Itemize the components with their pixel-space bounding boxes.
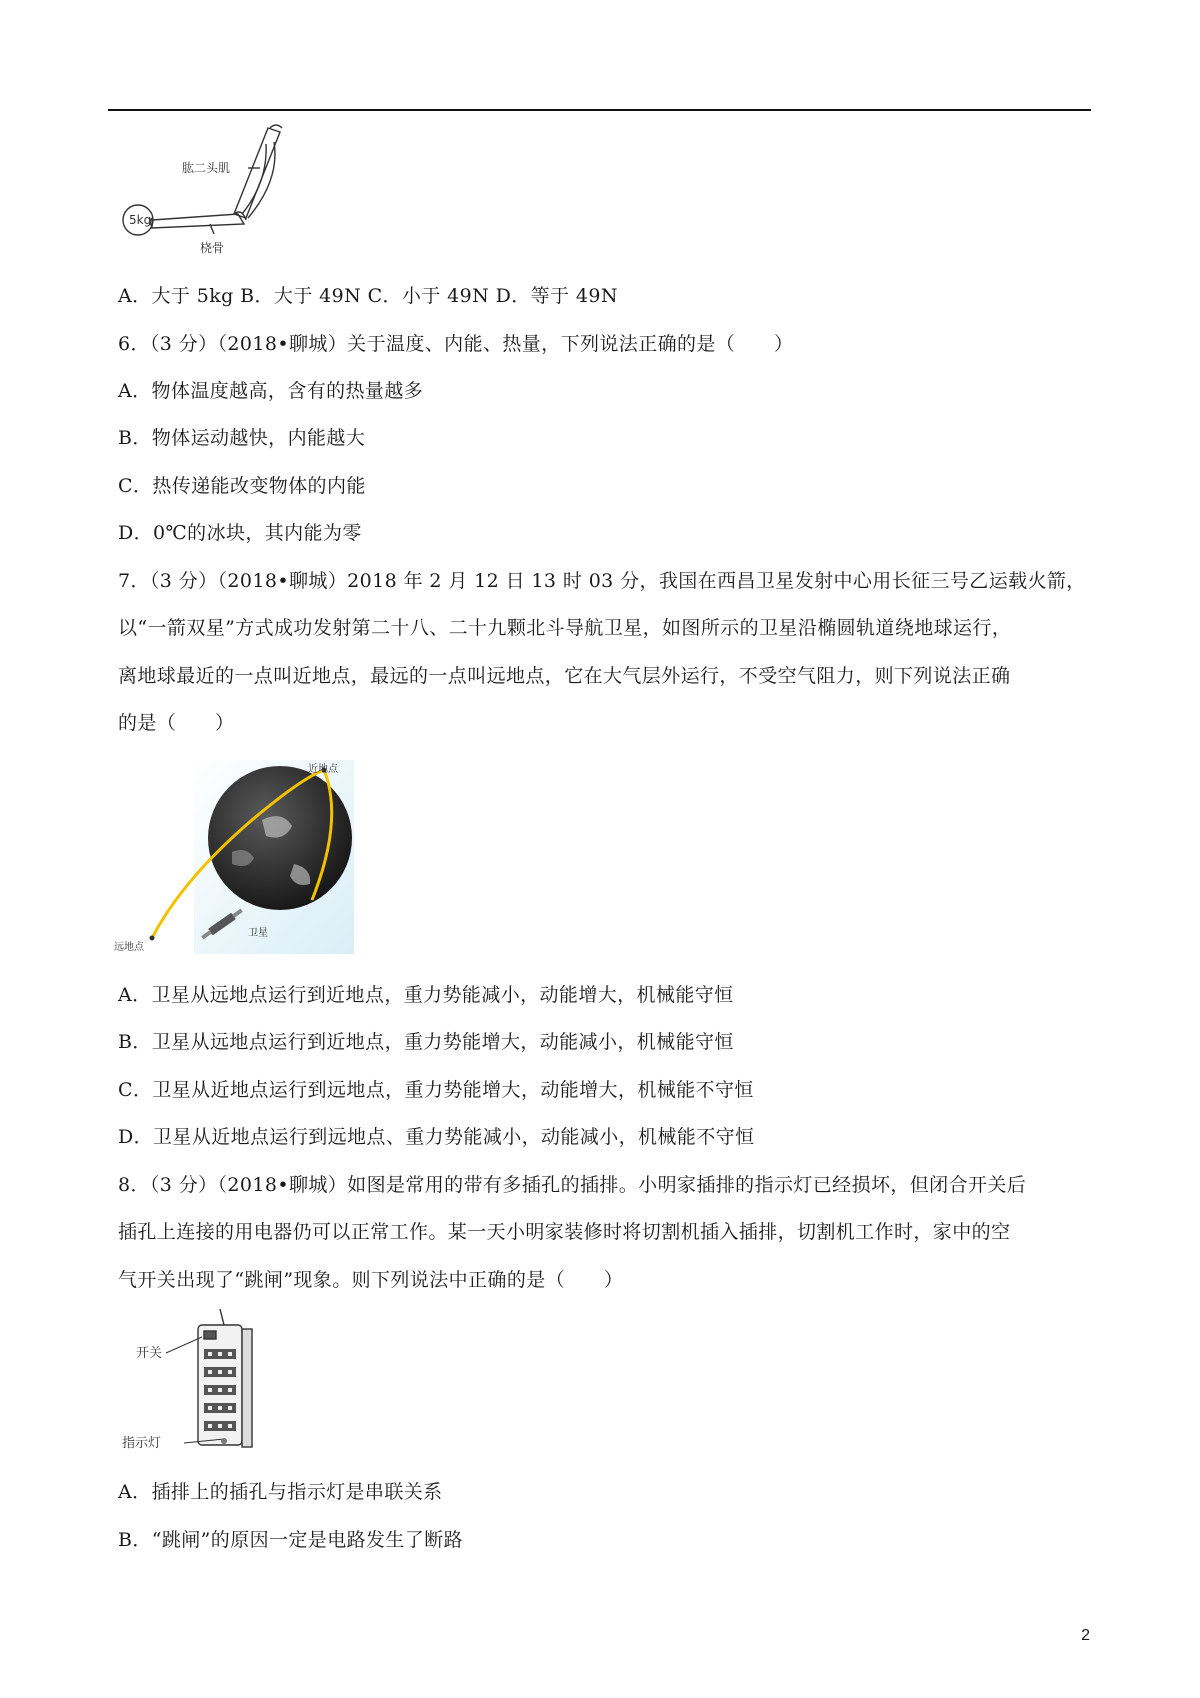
apogee-label: 远地点 (114, 942, 144, 953)
orbit-figure (112, 760, 354, 954)
q7-option-b: B．卫星从远地点运行到近地点，重力势能增大，动能减小，机械能守恒 (118, 1031, 734, 1053)
q6-stem: 6．（3 分）（2018•聊城）关于温度、内能、热量，下列说法正确的是（ ） (118, 333, 794, 355)
q5-options: A．大于 5kg B．大于 49N C．小于 49N D．等于 49N (118, 285, 618, 307)
page-number: 2 (1081, 1627, 1090, 1644)
weight-label: 5kg (129, 213, 152, 227)
indicator-label: 指示灯 (122, 1436, 162, 1451)
q7-option-c: C．卫星从近地点运行到远地点，重力势能增大，动能增大，机械能不守恒 (118, 1079, 754, 1101)
q7-stem-line-4: 的是（ ） (118, 712, 235, 734)
q7-stem-line-3: 离地球最近的一点叫近地点，最远的一点叫远地点，它在大气层外运行，不受空气阻力，则下列说法正确 (118, 665, 1011, 687)
arm-figure (118, 122, 318, 262)
satellite-label: 卫星 (248, 928, 268, 939)
biceps-label: 肱二头肌 (182, 161, 231, 175)
q7-stem-line-2: 以“一箭双星”方式成功发射第二十八、二十九颗北斗导航卫星，如图所示的卫星沿椭圆轨道绕地球运行， (118, 617, 1012, 639)
q6-option-c: C．热传递能改变物体的内能 (118, 475, 366, 497)
q7-option-a: A．卫星从远地点运行到近地点，重力势能减小，动能增大，机械能守恒 (118, 984, 734, 1006)
radius-label: 桡骨 (200, 241, 225, 255)
q8-option-b: B．“跳闸”的原因一定是电路发生了断路 (118, 1529, 463, 1551)
q8-stem-line-3: 气开关出现了“跳闸”现象。则下列说法中正确的是（ ） (118, 1269, 624, 1291)
q6-option-b: B．物体运动越快，内能越大 (118, 427, 366, 449)
header-rule (108, 109, 1091, 111)
q8-option-a: A．插排上的插孔与指示灯是串联关系 (118, 1481, 443, 1503)
perigee-label: 近地点 (308, 764, 338, 775)
q7-stem-line-1: 7．（3 分）（2018•聊城）2018 年 2 月 12 日 13 时 03 分，我国在西昌卫星发射中心用长征三号乙运载火箭， (118, 570, 1086, 592)
q8-stem-line-2: 插孔上连接的用电器仍可以正常工作。某一天小明家装修时将切割机插入插排，切割机工作时，家中的空 (118, 1221, 1011, 1243)
q6-option-a: A．物体温度越高，含有的热量越多 (118, 380, 424, 402)
q8-stem-line-1: 8．（3 分）（2018•聊城）如图是常用的带有多插孔的插排。小明家插排的指示灯已经损坏，但闭合开关后 (118, 1174, 1027, 1196)
switch-label: 开关 (136, 1346, 163, 1361)
q7-option-d: D．卫星从近地点运行到远地点、重力势能减小，动能减小，机械能不守恒 (118, 1126, 755, 1148)
power-strip-figure (120, 1305, 280, 1457)
q6-option-d: D．0℃的冰块，其内能为零 (118, 522, 362, 544)
